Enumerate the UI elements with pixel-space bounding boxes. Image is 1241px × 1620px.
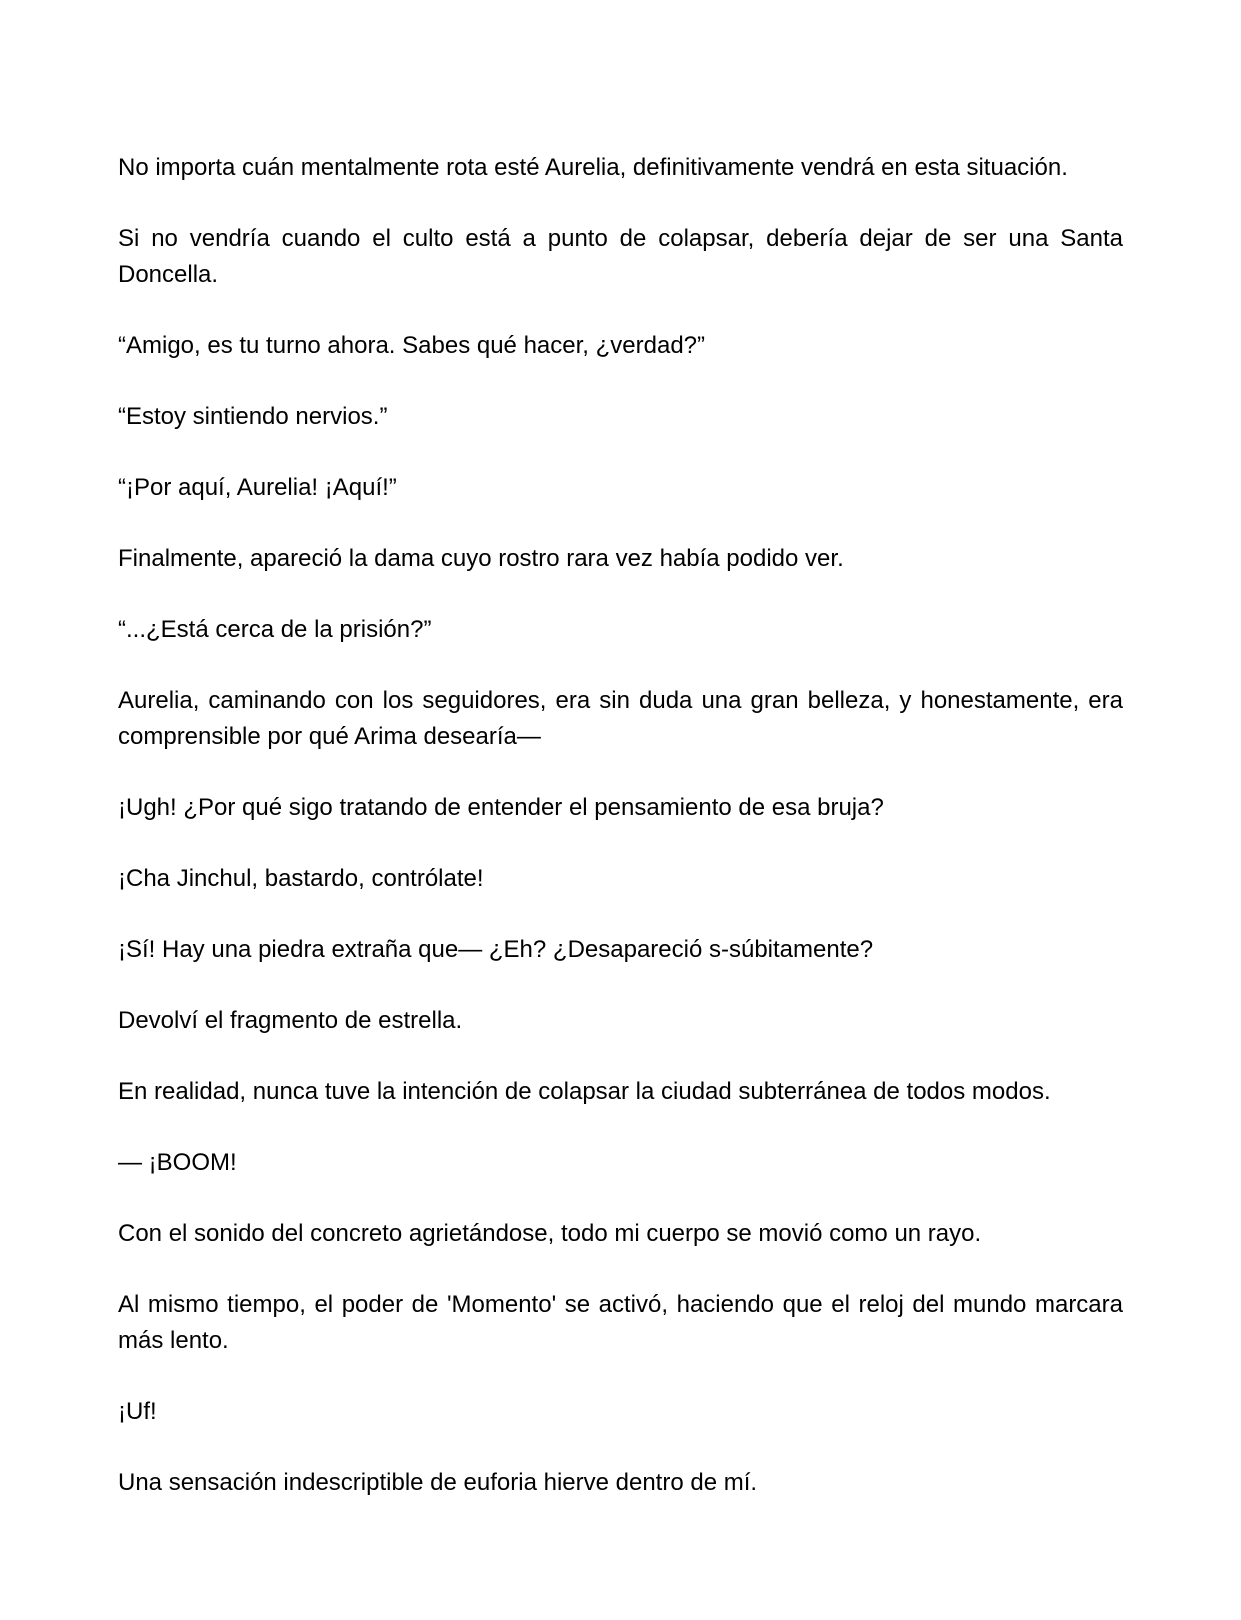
- paragraph: Con el sonido del concreto agrietándose, todo mi cuerpo se movió como un rayo.: [118, 1220, 982, 1247]
- paragraph: Aurelia, caminando con los seguidores, era sin duda una gran belleza, y honestamente, era comprensible por qué Arima desearía—: [118, 687, 1123, 750]
- paragraph: “¡Por aquí, Aurelia! ¡Aquí!”: [118, 474, 397, 501]
- paragraph: No importa cuán mentalmente rota esté Aurelia, definitivamente vendrá en esta situación.: [118, 154, 1068, 181]
- paragraph: Finalmente, apareció la dama cuyo rostro rara vez había podido ver.: [118, 545, 844, 572]
- paragraph: Devolví el fragmento de estrella.: [118, 1007, 463, 1034]
- paragraph: ¡Ugh! ¿Por qué sigo tratando de entender el pensamiento de esa bruja?: [118, 794, 884, 821]
- paragraph: “Estoy sintiendo nervios.”: [118, 403, 388, 430]
- paragraph: “Amigo, es tu turno ahora. Sabes qué hacer, ¿verdad?”: [118, 332, 706, 359]
- paragraph: ¡Sí! Hay una piedra extraña que— ¿Eh? ¿Desapareció s-súbitamente?: [118, 936, 874, 963]
- body-text: [118, 150, 1123, 1536]
- paragraph: ¡Cha Jinchul, bastardo, contrólate!: [118, 865, 484, 892]
- paragraph: En realidad, nunca tuve la intención de colapsar la ciudad subterránea de todos modos.: [118, 1078, 1051, 1105]
- paragraph: Al mismo tiempo, el poder de 'Momento' se activó, haciendo que el reloj del mundo marcara más lento.: [118, 1291, 1123, 1354]
- paragraph: Una sensación indescriptible de euforia hierve dentro de mí.: [118, 1469, 758, 1496]
- paragraph: — ¡BOOM!: [118, 1149, 237, 1176]
- paragraph: Si no vendría cuando el culto está a punto de colapsar, debería dejar de ser una Santa Doncella.: [118, 225, 1123, 288]
- paragraph: ¡Uf!: [118, 1398, 157, 1425]
- paragraph: “...¿Está cerca de la prisión?”: [118, 616, 432, 643]
